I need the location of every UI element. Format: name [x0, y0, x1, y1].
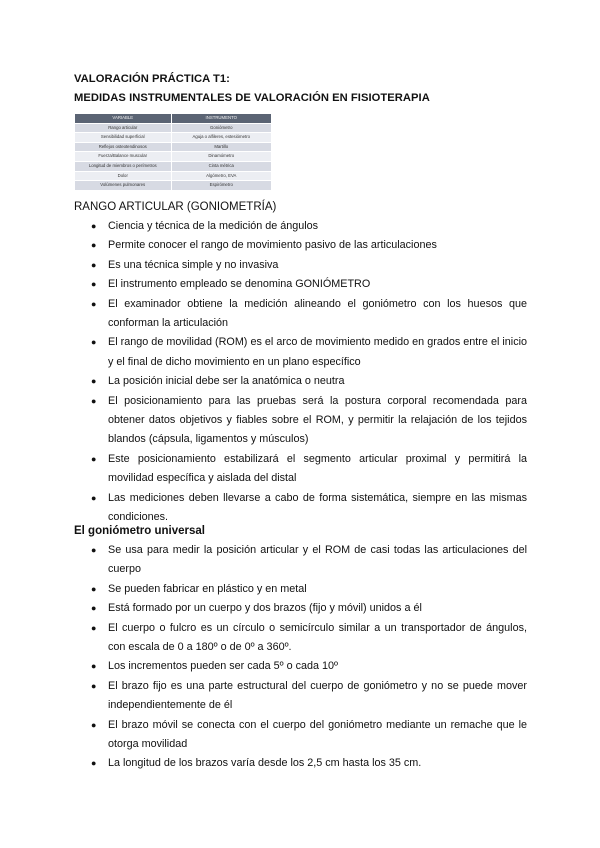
table-cell: Dolor: [75, 171, 172, 181]
document-subtitle: MEDIDAS INSTRUMENTALES DE VALORACIÓN EN FISIOTERAPIA: [74, 92, 430, 104]
table-cell: Aguja o alfileres, estesiómetro: [171, 133, 271, 143]
table-cell: Martillo: [171, 142, 271, 152]
list-item-text: La posición inicial debe ser la anatómica o neutra: [108, 375, 345, 388]
list-item: [0, 677, 527, 716]
table-cell: Reflejos osteotendinosos: [75, 142, 172, 152]
bullet-icon: ●: [91, 603, 97, 614]
table-cell: Espirómetro: [171, 181, 271, 191]
bullet-icon: ●: [91, 545, 97, 555]
variables-table: [74, 113, 272, 191]
list-item: [0, 217, 527, 236]
list-item-text: La longitud de los brazos varía desde los 2,5 cm hasta los 35 cm.: [108, 757, 422, 770]
rango-articular-list: [0, 217, 600, 528]
list-item: [0, 450, 527, 489]
table-row: [75, 171, 272, 181]
list-item-text: Se pueden fabricar en plástico y en metal: [108, 582, 307, 595]
bullet-icon: ●: [91, 240, 97, 251]
list-item-text: Las mediciones deben llevarse a cabo de forma sistemática, siempre en las mismas condiciones.: [108, 491, 527, 524]
list-item: [0, 619, 527, 658]
table-cell: Fuerza/Balance muscular: [75, 152, 172, 162]
bullet-icon: ●: [91, 680, 97, 691]
table-cell: Algómetro, EVA: [171, 171, 271, 181]
bullet-icon: ●: [91, 492, 97, 503]
list-item: [0, 236, 527, 255]
list-item: [0, 716, 527, 755]
bullet-icon: ●: [91, 719, 97, 730]
list-item: [0, 489, 527, 528]
list-item-text: El cuerpo o fulcro es un círculo o semicírculo similar a un transportador de ángulos, con escala de 0 a 180º o de 0º a 360º.: [108, 621, 527, 654]
bullet-icon: ●: [91, 298, 97, 309]
table-cell: Sensibilidad superficial: [75, 133, 172, 143]
goniometro-universal-list: [0, 541, 600, 774]
document-title: VALORACIÓN PRÁCTICA T1:: [74, 73, 230, 85]
table-row: [75, 161, 272, 171]
section-heading-goniometro-universal: El goniómetro universal: [74, 525, 205, 537]
bullet-icon: ●: [91, 279, 97, 290]
list-item-text: Este posicionamiento estabilizará el segmento articular proximal y permitirá la movilidad específica y aislada del distal: [108, 452, 527, 485]
table-cell: Rango articular: [75, 123, 172, 133]
list-item-text: Está formado por un cuerpo y dos brazos (fijo y móvil) unidos a él: [108, 602, 422, 615]
table-cell: Volúmenes pulmonares: [75, 181, 172, 191]
table-row: [75, 123, 272, 133]
table-header-cell: INSTRUMENTO: [171, 114, 271, 124]
list-item: [0, 657, 527, 676]
table-header-cell: VARIABLE: [75, 114, 172, 124]
list-item-text: El brazo móvil se conecta con el cuerpo del goniómetro mediante un remache que le otorga movilidad: [108, 718, 527, 751]
list-item: [0, 256, 527, 275]
bullet-icon: ●: [91, 758, 97, 769]
bullet-icon: ●: [91, 337, 97, 348]
list-item: [0, 372, 527, 391]
table-cell: Dinamómetro: [171, 152, 271, 162]
list-item-text: Ciencia y técnica de la medición de ángulos: [108, 220, 319, 232]
section-heading-rango-articular: RANGO ARTICULAR (GONIOMETRÍA): [74, 201, 277, 213]
table-cell: Longitud de miembros o perímetros: [75, 161, 172, 171]
bullet-icon: ●: [91, 453, 97, 464]
table-header-row: [75, 114, 272, 124]
table-row: [75, 152, 272, 162]
list-item: [0, 580, 527, 599]
list-item-text: El examinador obtiene la medición alineando el goniómetro con los huesos que conforman la articulación: [108, 297, 527, 330]
list-item: [0, 275, 527, 294]
list-item: [0, 392, 527, 450]
bullet-icon: ●: [91, 259, 97, 270]
list-item-text: Permite conocer el rango de movimiento pasivo de las articulaciones: [108, 239, 437, 252]
list-item-text: El brazo fijo es una parte estructural del cuerpo de goniómetro y no se puede mover independientemente de él: [108, 679, 527, 712]
list-item: [0, 333, 527, 372]
list-item-text: Es una técnica simple y no invasiva: [108, 258, 279, 271]
table-row: [75, 181, 272, 191]
list-item-text: El posicionamiento para las pruebas será la postura corporal recomendada para obtener datos objetivos y fiables sobre el ROM, y permitir la relajación de los tejidos blandos (cápsula, ligamentos y músculos): [108, 394, 527, 446]
list-item-text: El rango de movilidad (ROM) es el arco de movimiento medido en grados entre el inicio y el final de dicho movimiento en un plano específico: [108, 336, 527, 368]
bullet-icon: ●: [91, 395, 97, 406]
bullet-icon: ●: [91, 661, 97, 672]
table-cell: Goniómetro: [171, 123, 271, 133]
list-item-text: Se usa para medir la posición articular y el ROM de casi todas las articulaciones del cuerpo: [108, 544, 527, 576]
list-item: [0, 295, 527, 334]
table-cell: Cinta métrica: [171, 161, 271, 171]
bullet-icon: ●: [91, 622, 97, 633]
list-item: [0, 541, 527, 580]
list-item: [0, 754, 527, 773]
table-row: [75, 133, 272, 143]
bullet-icon: ●: [91, 376, 97, 387]
list-item: [0, 599, 527, 618]
list-item-text: Los incrementos pueden ser cada 5º o cada 10º: [108, 660, 338, 673]
table-row: [75, 142, 272, 152]
bullet-icon: ●: [91, 583, 97, 594]
bullet-icon: ●: [91, 221, 97, 231]
list-item-text: El instrumento empleado se denomina GONIÓMETRO: [108, 278, 371, 291]
